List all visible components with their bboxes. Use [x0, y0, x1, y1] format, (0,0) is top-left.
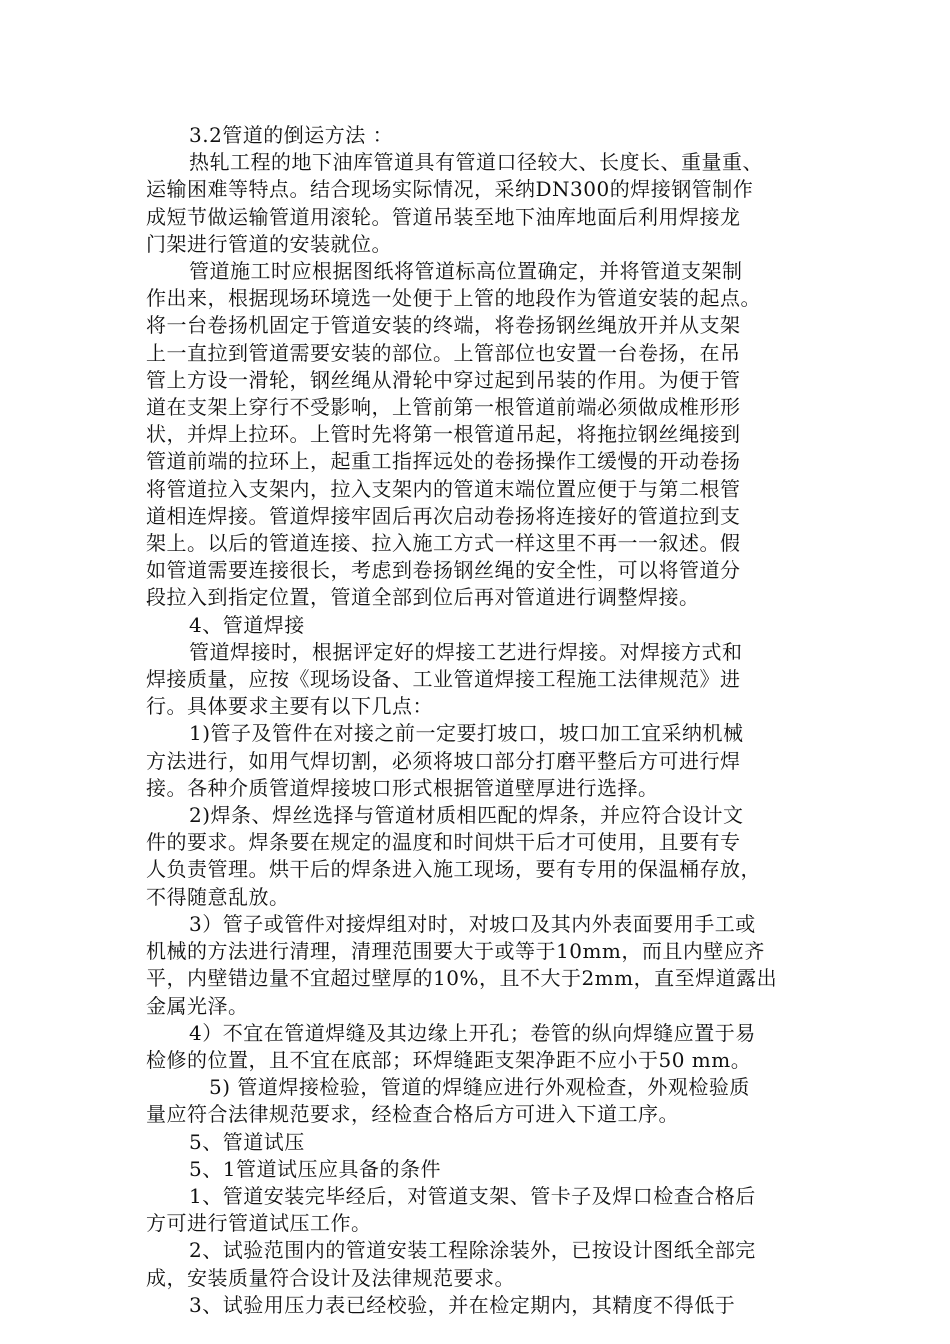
list-item-line: 金属光泽。: [146, 993, 249, 1018]
list-item-line: 方法进行，如用气焊切割，必须将坡口部分打磨平整后方可进行焊: [146, 748, 741, 773]
paragraph-line: 成短节做运输管道用滚轮。管道吊装至地下油库地面后利用焊接龙: [146, 204, 741, 229]
list-item-line: 3、试验用压力表已经校验，并在检定期内，其精度不得低于: [189, 1292, 736, 1317]
paragraph-line: 状，并焊上拉环。上管时先将第一根管道吊起，将拖拉钢丝绳接到: [146, 422, 741, 447]
section-heading: 3.2管道的倒运方法 ：: [189, 123, 394, 147]
paragraph-line: 道在支架上穿行不受影响，上管前第一根管道前端必须做成椎形形: [146, 395, 741, 420]
section-heading: 4、管道焊接: [189, 612, 305, 637]
subsection-heading: 5、1管道试压应具备的条件: [189, 1156, 441, 1181]
list-item-line: 方可进行管道试压工作。: [146, 1211, 372, 1236]
paragraph-line: 行。具体要求主要有以下几点：: [146, 694, 433, 719]
paragraph-line: 上一直拉到管道需要安装的部位。上管部位也安置一台卷扬，在吊: [146, 340, 741, 365]
paragraph-line: 管道前端的拉环上，起重工指挥远处的卷扬操作工缓慢的开动卷扬: [146, 449, 741, 474]
paragraph-line: 焊接质量，应按《现场设备、工业管道焊接工程施工法律规范》进: [146, 667, 741, 692]
list-item-line: 机械的方法进行清理，清理范围要大于或等于10mm，而且内壁应齐: [146, 939, 765, 964]
paragraph-line: 如管道需要连接很长，考虑到卷扬钢丝绳的安全性，可以将管道分: [146, 558, 741, 583]
list-item-line: 4）不宜在管道焊缝及其边缘上开孔；卷管的纵向焊缝应置于易: [189, 1020, 756, 1045]
list-item-line: 2、试验范围内的管道安装工程除涂装外，已按设计图纸全部完: [189, 1238, 756, 1263]
paragraph-line: 段拉入到指定位置，管道全部到位后再对管道进行调整焊接。: [146, 585, 700, 610]
paragraph-line: 架上。以后的管道连接、拉入施工方式一样这里不再一一叙述。假: [146, 531, 741, 556]
paragraph-line: 门架进行管道的安装就位。: [146, 231, 392, 256]
paragraph-line: 将管道拉入支架内，拉入支架内的管道末端位置应便于与第二根管: [146, 476, 741, 501]
list-item-line: 件的要求。焊条要在规定的温度和时间烘干后才可使用，且要有专: [146, 830, 741, 855]
paragraph-line: 作出来，根据现场环境选一处便于上管的地段作为管道安装的起点。: [146, 286, 761, 311]
list-item-line: 平，内壁错边量不宜超过壁厚的10%，且不大于2mm，直至焊道露出: [146, 966, 778, 991]
list-item-line: 人负责管理。烘干后的焊条进入施工现场，要有专用的保温桶存放，: [146, 857, 761, 882]
list-item-line: 3）管子或管件对接焊组对时，对坡口及其内外表面要用手工或: [189, 911, 756, 936]
list-item-line: 量应符合法律规范要求，经检查合格后方可进入下道工序。: [146, 1102, 679, 1127]
list-item-line: 不得随意乱放。: [146, 884, 290, 909]
list-item-line: 5) 管道焊接检验，管道的焊缝应进行外观检查，外观检验质: [209, 1075, 750, 1100]
list-item-line: 1、管道安装完毕经后，对管道支架、管卡子及焊口检查合格后: [189, 1183, 756, 1208]
paragraph-line: 运输困难等特点。结合现场实际情况，采纳DN300的焊接钢管制作: [146, 177, 754, 202]
paragraph-line: 管道施工时应根据图纸将管道标高位置确定，并将管道支架制: [189, 259, 743, 284]
list-item-line: 成，安装质量符合设计及法律规范要求。: [146, 1265, 515, 1290]
paragraph-line: 道相连焊接。管道焊接牢固后再次启动卷扬将连接好的管道拉到支: [146, 503, 741, 528]
paragraph-line: 热轧工程的地下油库管道具有管道口径较大、长度长、重量重、: [189, 150, 763, 175]
paragraph-line: 管道焊接时，根据评定好的焊接工艺进行焊接。对焊接方式和: [189, 639, 743, 664]
list-item-line: 检修的位置，且不宜在底部；环焊缝距支架净距不应小于50 mm。: [146, 1047, 752, 1072]
section-heading: 5、管道试压: [189, 1129, 305, 1154]
paragraph-line: 管上方设一滑轮，钢丝绳从滑轮中穿过起到吊装的作用。为便于管: [146, 367, 741, 392]
list-item-line: 2)焊条、焊丝选择与管道材质相匹配的焊条，并应符合设计文: [189, 803, 744, 828]
paragraph-line: 将一台卷扬机固定于管道安装的终端，将卷扬钢丝绳放开并从支架: [146, 313, 741, 338]
list-item-line: 1)管子及管件在对接之前一定要打坡口，坡口加工宜采纳机械: [189, 721, 744, 746]
list-item-line: 接。各种介质管道焊接坡口形式根据管道壁厚进行选择。: [146, 775, 659, 800]
